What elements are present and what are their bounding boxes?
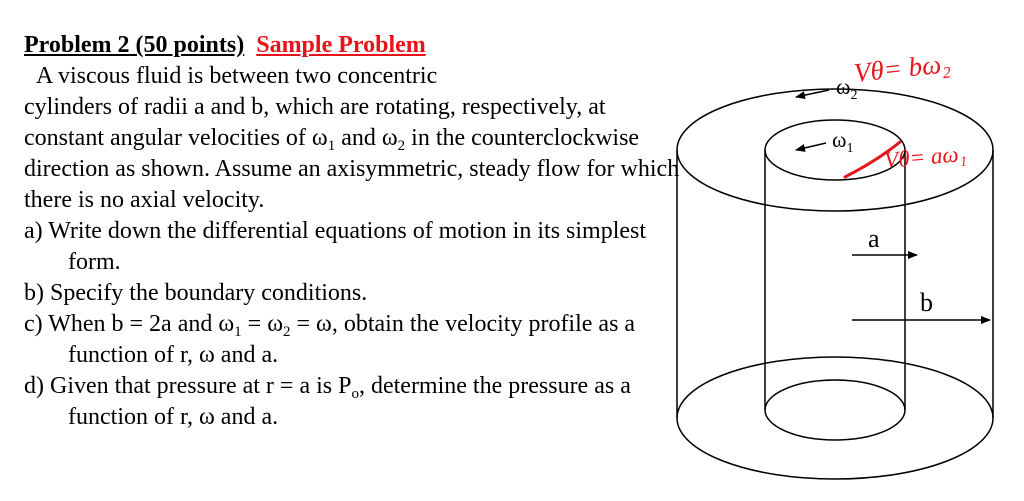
intro-continuation: cylinders of radii a and b, which are rotating, respectively, at constant angular velocities of $\omega_1$ and $\omega_2$ in the counterclockwise direction as shown. Assume an axisymmetric, steady flow for which there is no axial velocity.: [24, 94, 680, 213]
inner-rotation-arrow: [796, 143, 826, 150]
outer-cylinder-bottom: [677, 357, 993, 479]
part-d: d) Given that pressure at r = a is $P_o$, determine the pressure as a function of r, ω and a.: [24, 373, 631, 430]
problem-title: Problem 2 (50 points): [24, 32, 245, 58]
handwritten-inner-velocity-note: Vθ= aω₁: [883, 140, 968, 173]
radius-b-label: b: [920, 288, 933, 317]
radius-a-label: a: [868, 224, 880, 253]
part-a: a) Write down the differential equations of motion in its simplest form.: [24, 218, 647, 275]
omega-inner-label: $\omega_1$: [832, 127, 854, 156]
handwritten-outer-velocity-note: Vθ= bω₂: [852, 48, 952, 88]
sample-problem-label: Sample Problem: [256, 32, 426, 58]
intro-line-1: A viscous fluid is between two concentric: [36, 63, 438, 89]
problem-intro: [24, 61, 684, 216]
problem-text: [24, 30, 684, 433]
problem-heading: [24, 30, 684, 61]
part-b: b) Specify the boundary conditions.: [24, 280, 368, 306]
part-c: c) When b = 2a and $\omega_1 = \omega_2 = \omega$, obtain the velocity profile as a function of r, ω and a.: [24, 311, 636, 368]
concentric-cylinders-figure: [660, 40, 1010, 480]
omega-outer-label: $\omega_2$: [836, 74, 858, 103]
inner-cylinder-bottom: [765, 380, 905, 440]
